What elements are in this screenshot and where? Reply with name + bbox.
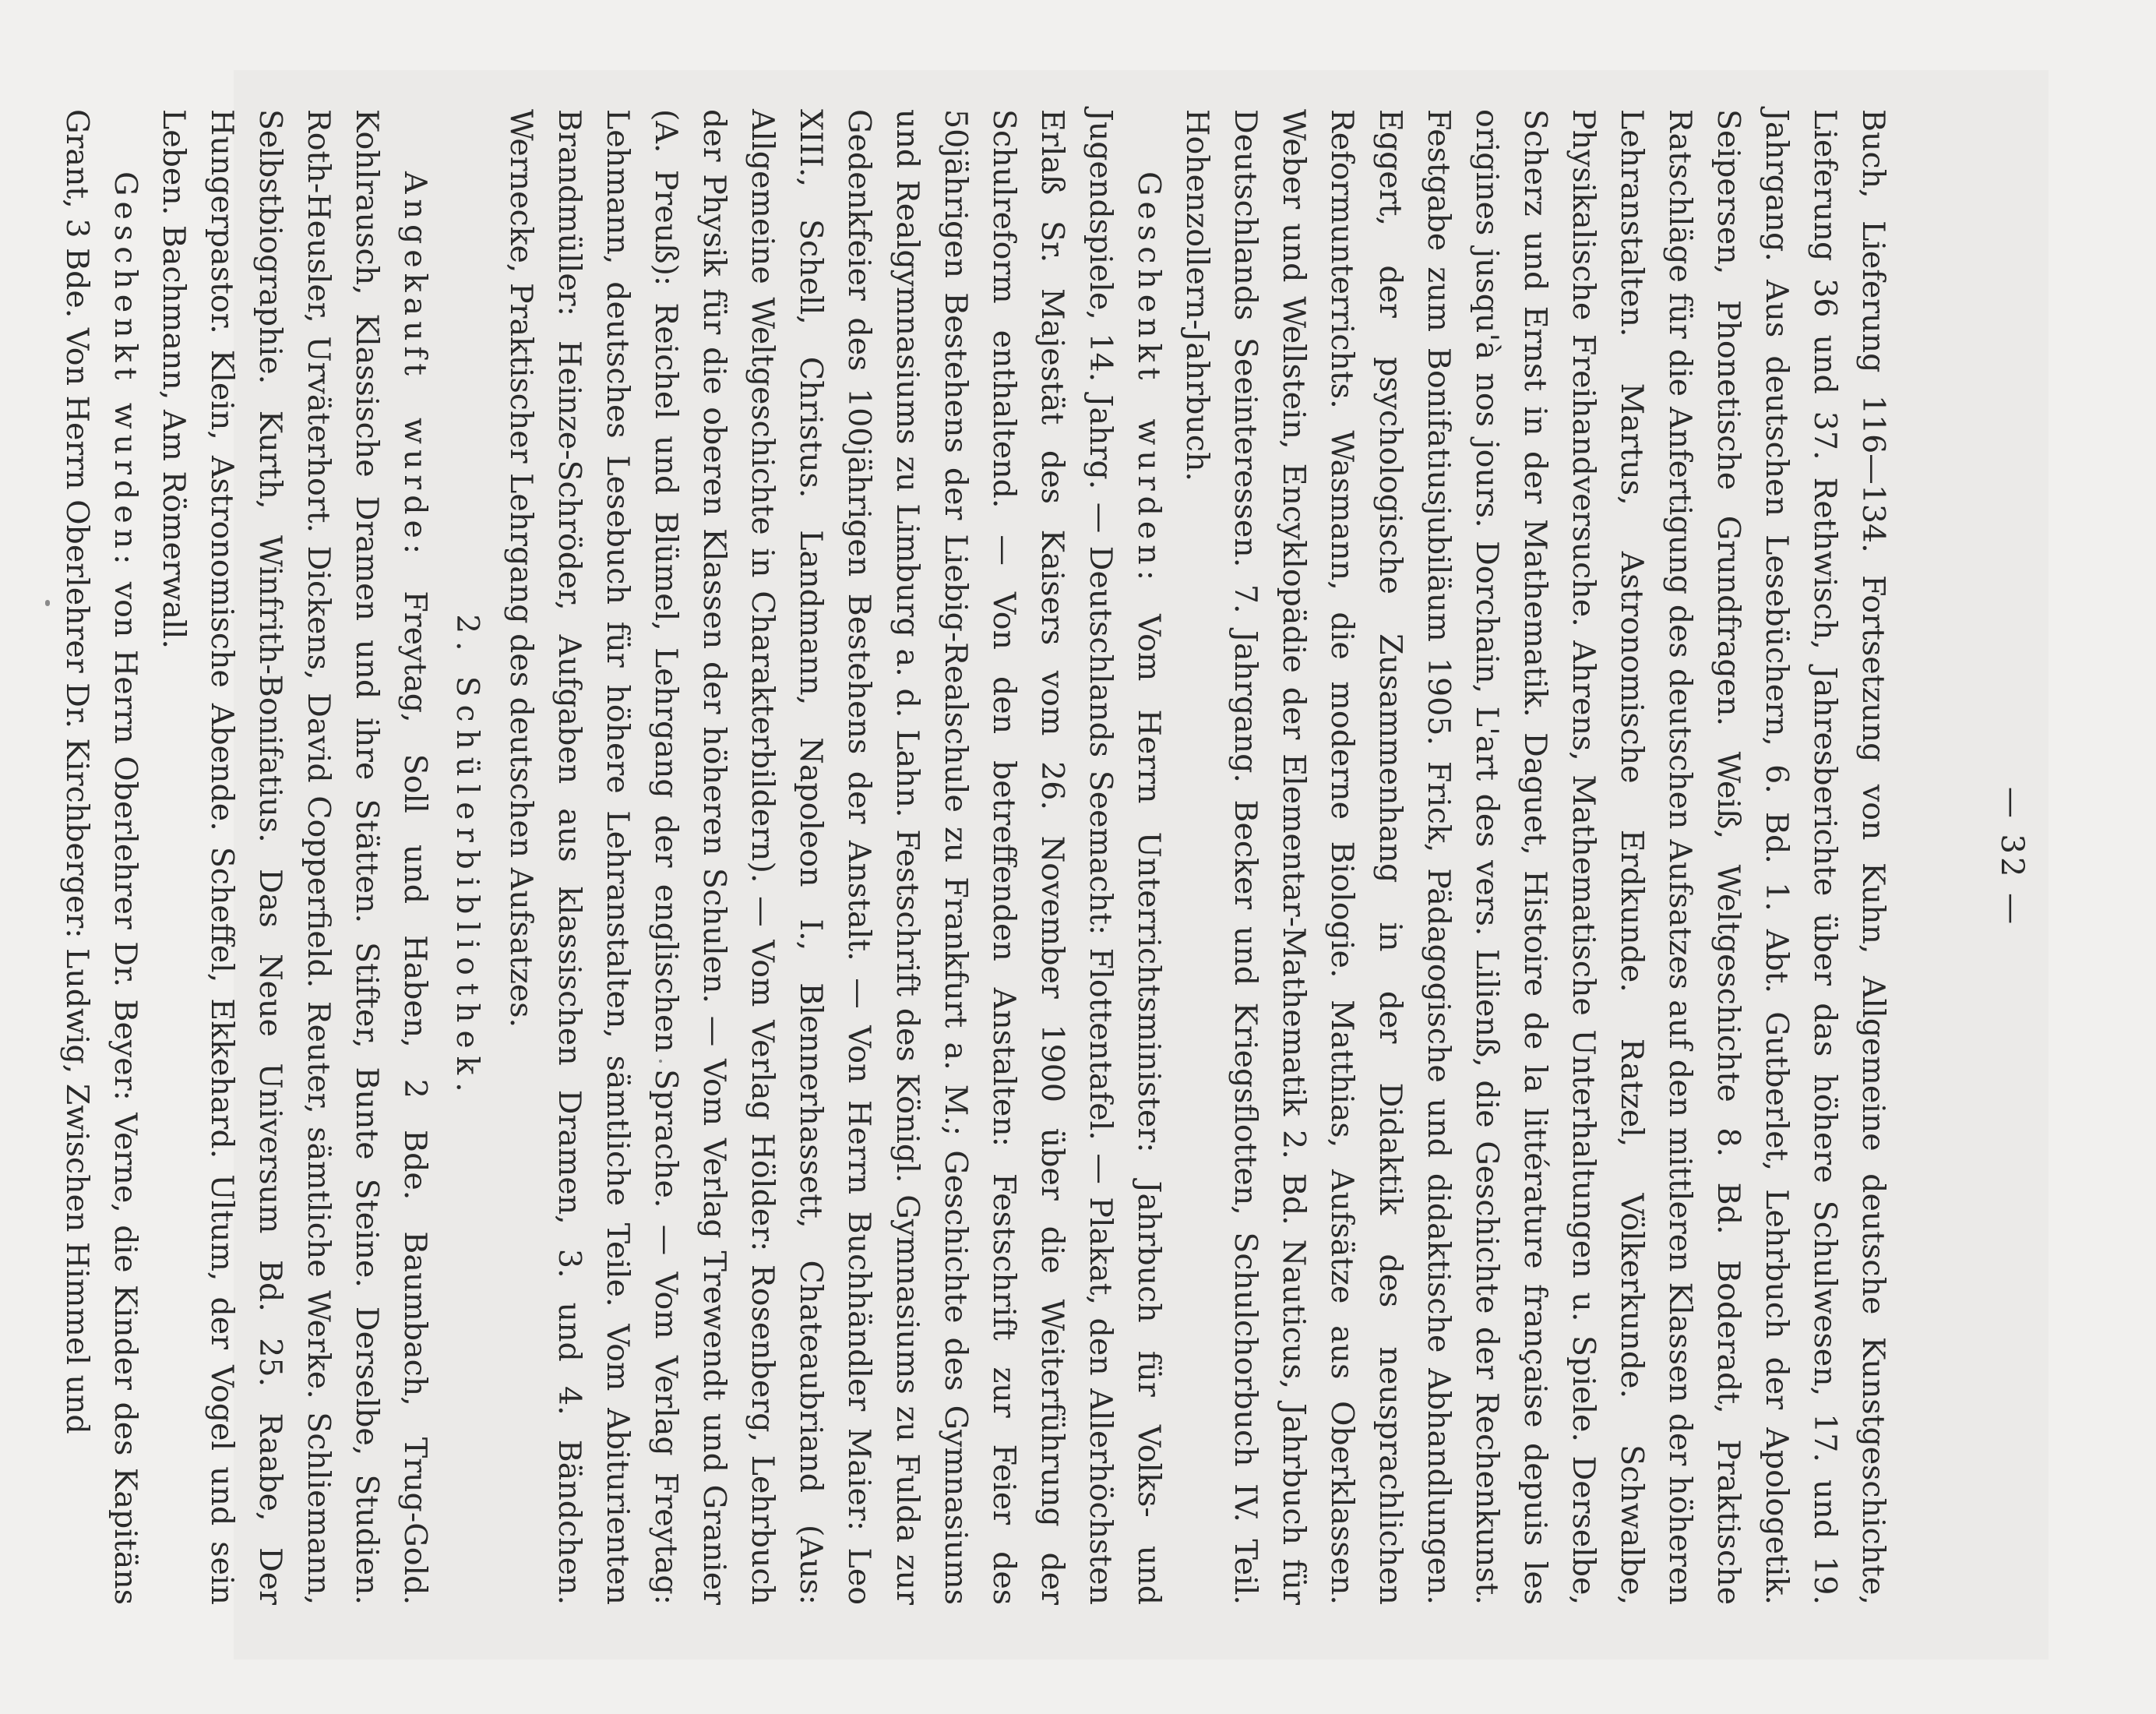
gifts-text: Vom Herrn Unterrichtsminister: Jahrbuch für Volks- und Jugendspiele, 14. Jahrg. — Deutschlands Seemacht: Flottentafel. — Plakat, den Allerhöchsten Erlaß Sr. Majestät des Kaisers vom 26. November 1900 über die Weiterführung der Schulreform enthaltend. — Von den betreffenden Anstalten: Festschrift zur Feier des 50jährigen Bestehens der Liebig-Realschule zu Frankfurt a. M.; Geschichte des Gymnasiums und Realgymnasiums zu Limburg a. d. Lahn. Festschrift des Königl. Gymnasiums zu Fulda zur Gedenkfeier des 100jährigen Bestehens der Anstalt. — Von Herrn Buchhändler Maier: Leo XIII., Schell, Christus. Landmann, Napoleon I., Blennerhassett, Chateaubriand (Aus: Allgemeine Weltgeschichte in Charakterbildern). — Vom Verlag Hölder: Rosenberg, Lehrbuch der Physik für die oberen Klassen der höheren Schulen. — Vom Verlag Trewendt und Granier (A. Preuß): Reichel und Blümel, Lehrgang der englischen Sprache. — Vom Verlag Freytag: Lehmann, deutsches Lesebuch für höhere Lehranstalten, sämtliche Teile. Vom Abiturienten Brandmüller: Heinze-Schröder, Aufgaben aus klassischen Dramen, 3. und 4. Bändchen. Wernecke, Praktischer Lehrgang des deutschen Aufsatzes. (503, 109, 1167, 1606)
paragraph-student-gifts (53, 109, 150, 1605)
paragraph-student-purchases (150, 109, 439, 1605)
scan-speck (45, 600, 50, 606)
paragraph-purchases-continued: Buch, Lieferung 116—134. Fortsetzung von Kuhn, Allgemeine deutsche Kunstgeschichte, Lieferung 36 und 37. Rethwisch, Jahresberichte über das höhere Schulwesen, 17. und 19. Jahrgang. Aus deutschen Lesebüchern, 6. Bd. 1. Abt. Gutberlet, Lehrbuch der Apologetik. Seipersen, Phonetische Grundfragen. Weiß, Weltgeschichte 8. Bd. Boderadt, Praktische Ratschläge für die Anfertigung des deutschen Aufsatzes auf den mittleren Klassen der höheren Lehranstalten. Martus, Astronomische Erdkunde. Ratzel, Völkerkunde. Schwalbe, Physikalische Freihandversuche. Ahrens, Mathematische Unterhaltungen u. Spiele. Derselbe, Scherz und Ernst in der Mathematik. Daguet, Histoire de la littérature française depuis les origines jusqu'à nos jours. Dorchain, L'art des vers. Lilienß, die Geschichte der Rechenkunst. Festgabe zum Bonifatiusjubiläum 1905. Frick, Pädagogische und didaktische Abhandlungen. Eggert, der psychologische Zusammenhang in der Didaktik des neusprachlichen Reformunterrichts. Wasmann, die moderne Biologie. Matthias, Aufsätze aus Oberklassen. Weber und Wellstein, Encyklopädie der Elementar-Mathematik 2. Bd. Nauticus, Jahrbuch für Deutschlands Seeinteressen. 7. Jahrgang. Becker und Kriegsflotten, Schulchorbuch IV. Teil. Hohenzollern-Jahrbuch. (1179, 109, 1891, 1605)
purchases-lead: Angekauft wurde: (397, 171, 433, 560)
purchases-text: Freytag, Soll und Haben, 2 Bde. Baumbach, Trug-Gold. Kohlrausch, Klassische Dramen und ihre Stätten. Stifter, Bunte Steine. Derselbe, Studien. Roth-Heusler, Urväterhort. Dickens, David Copperfield. Reuter, sämtliche Werke. Schliemann, Selbstbiographie. Kurth, Winfrith-Bonifatius. Das Neue Universum Bd. 25. Raabe, Der Hungerpastor. Klein, Astronomische Abende. Scheffel, Ekkehard. Ultum, der Vogel und sein Leben. Bachmann, Am Römerwall. (156, 109, 433, 1605)
paragraph-teacher-gifts (497, 109, 1173, 1605)
section-heading-student-library: 2. Schülerbibliothek. (449, 614, 484, 1100)
page-number: — 32 — (1994, 786, 2030, 928)
rotated-text-block (59, 78, 2044, 1636)
student-gifts-text: von Herrn Oberlehrer Dr. Beyer: Verne, die Kinder des Kapitäns Grant, 3 Bde. Von Herrn Oberlehrer Dr. Kirchberger: Ludwig, Zwischen Himmel und (59, 109, 143, 1606)
student-gifts-lead: Geschenkt wurden: (107, 171, 143, 570)
page-body (53, 78, 1897, 1636)
gifts-lead: Geschenkt wurden: (1131, 171, 1167, 587)
